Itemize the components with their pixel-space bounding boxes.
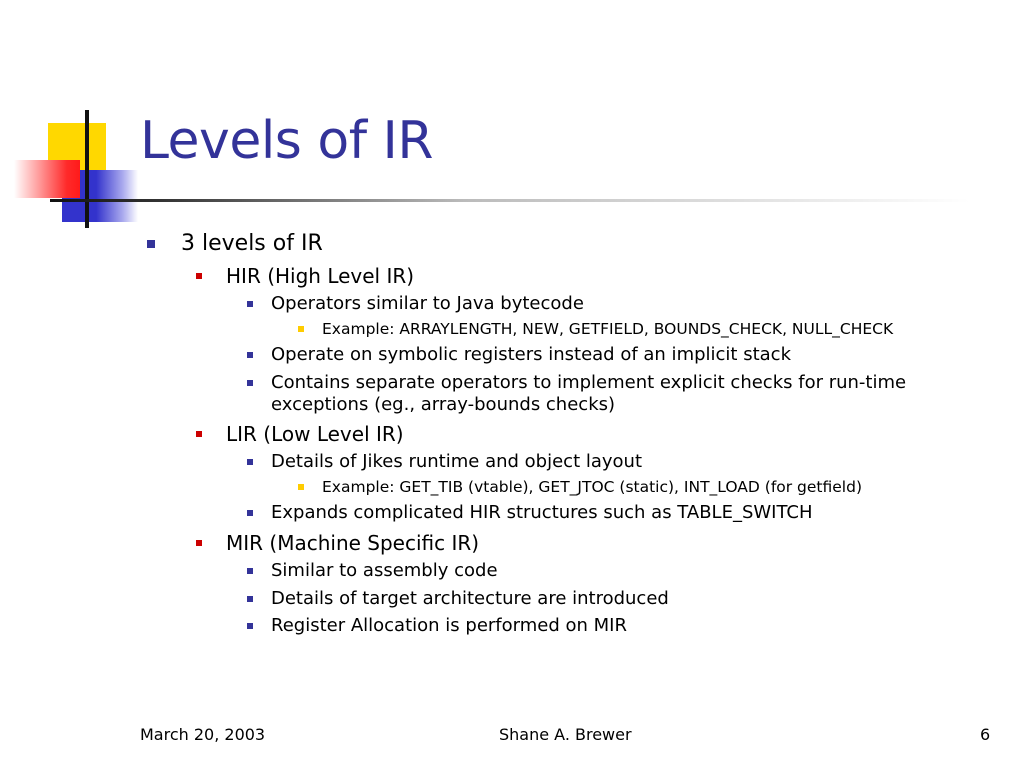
bullet-item	[226, 422, 404, 446]
bullet-square-icon	[196, 273, 202, 279]
bullet-text: Expands complicated HIR structures such as TABLE_SWITCH	[271, 502, 813, 523]
bullet-square-icon	[247, 568, 253, 574]
bullet-text: Contains separate operators to implement explicit checks for run-time exceptions (eg., array-bounds checks)	[271, 372, 907, 415]
bullet-square-icon	[247, 301, 253, 307]
bullet-text: Similar to assembly code	[271, 560, 498, 581]
bullet-square-icon	[247, 459, 253, 465]
bullet-item	[271, 588, 669, 610]
bullet-square-icon	[247, 623, 253, 629]
bullet-item	[271, 502, 813, 524]
bullet-text: Operate on symbolic registers instead of an implicit stack	[271, 344, 791, 365]
bullet-text: LIR (Low Level IR)	[226, 422, 404, 446]
bullet-item	[271, 293, 584, 315]
bullet-item	[271, 615, 627, 637]
bullet-square-icon	[298, 484, 304, 490]
bullet-text: Details of Jikes runtime and object layout	[271, 451, 643, 472]
bullet-square-icon	[147, 240, 155, 248]
bullet-item	[322, 478, 862, 497]
footer-date: March 20, 2003	[140, 725, 266, 744]
bullet-item	[181, 231, 323, 257]
footer-author: Shane A. Brewer	[499, 725, 632, 744]
bullet-item	[322, 320, 893, 339]
bullet-item	[271, 372, 991, 416]
bullet-item	[271, 451, 642, 473]
bullet-square-icon	[298, 326, 304, 332]
bullet-item	[226, 531, 479, 555]
bullet-square-icon	[247, 510, 253, 516]
bullet-item	[271, 560, 498, 582]
bullet-square-icon	[247, 596, 253, 602]
bullet-square-icon	[196, 431, 202, 437]
bullet-square-icon	[196, 540, 202, 546]
bullet-item	[271, 344, 791, 366]
bullet-item	[226, 264, 414, 288]
bullet-square-icon	[247, 380, 253, 386]
bullet-text: Example: GET_TIB (vtable), GET_JTOC (static), INT_LOAD (for getfield)	[322, 478, 863, 496]
page-number: 6	[980, 725, 991, 744]
bullet-square-icon	[247, 352, 253, 358]
slide-title: Levels of IR	[140, 111, 433, 171]
bullet-text: Register Allocation is performed on MIR	[271, 615, 627, 636]
bullet-text: Operators similar to Java bytecode	[271, 293, 584, 314]
bullet-text: Details of target architecture are introduced	[271, 588, 669, 609]
bullet-text: Example: ARRAYLENGTH, NEW, GETFIELD, BOUNDS_CHECK, NULL_CHECK	[322, 320, 894, 338]
bullet-text: MIR (Machine Specific IR)	[226, 531, 480, 555]
bullet-text: HIR (High Level IR)	[226, 264, 415, 288]
bullet-text: 3 levels of IR	[181, 231, 323, 256]
